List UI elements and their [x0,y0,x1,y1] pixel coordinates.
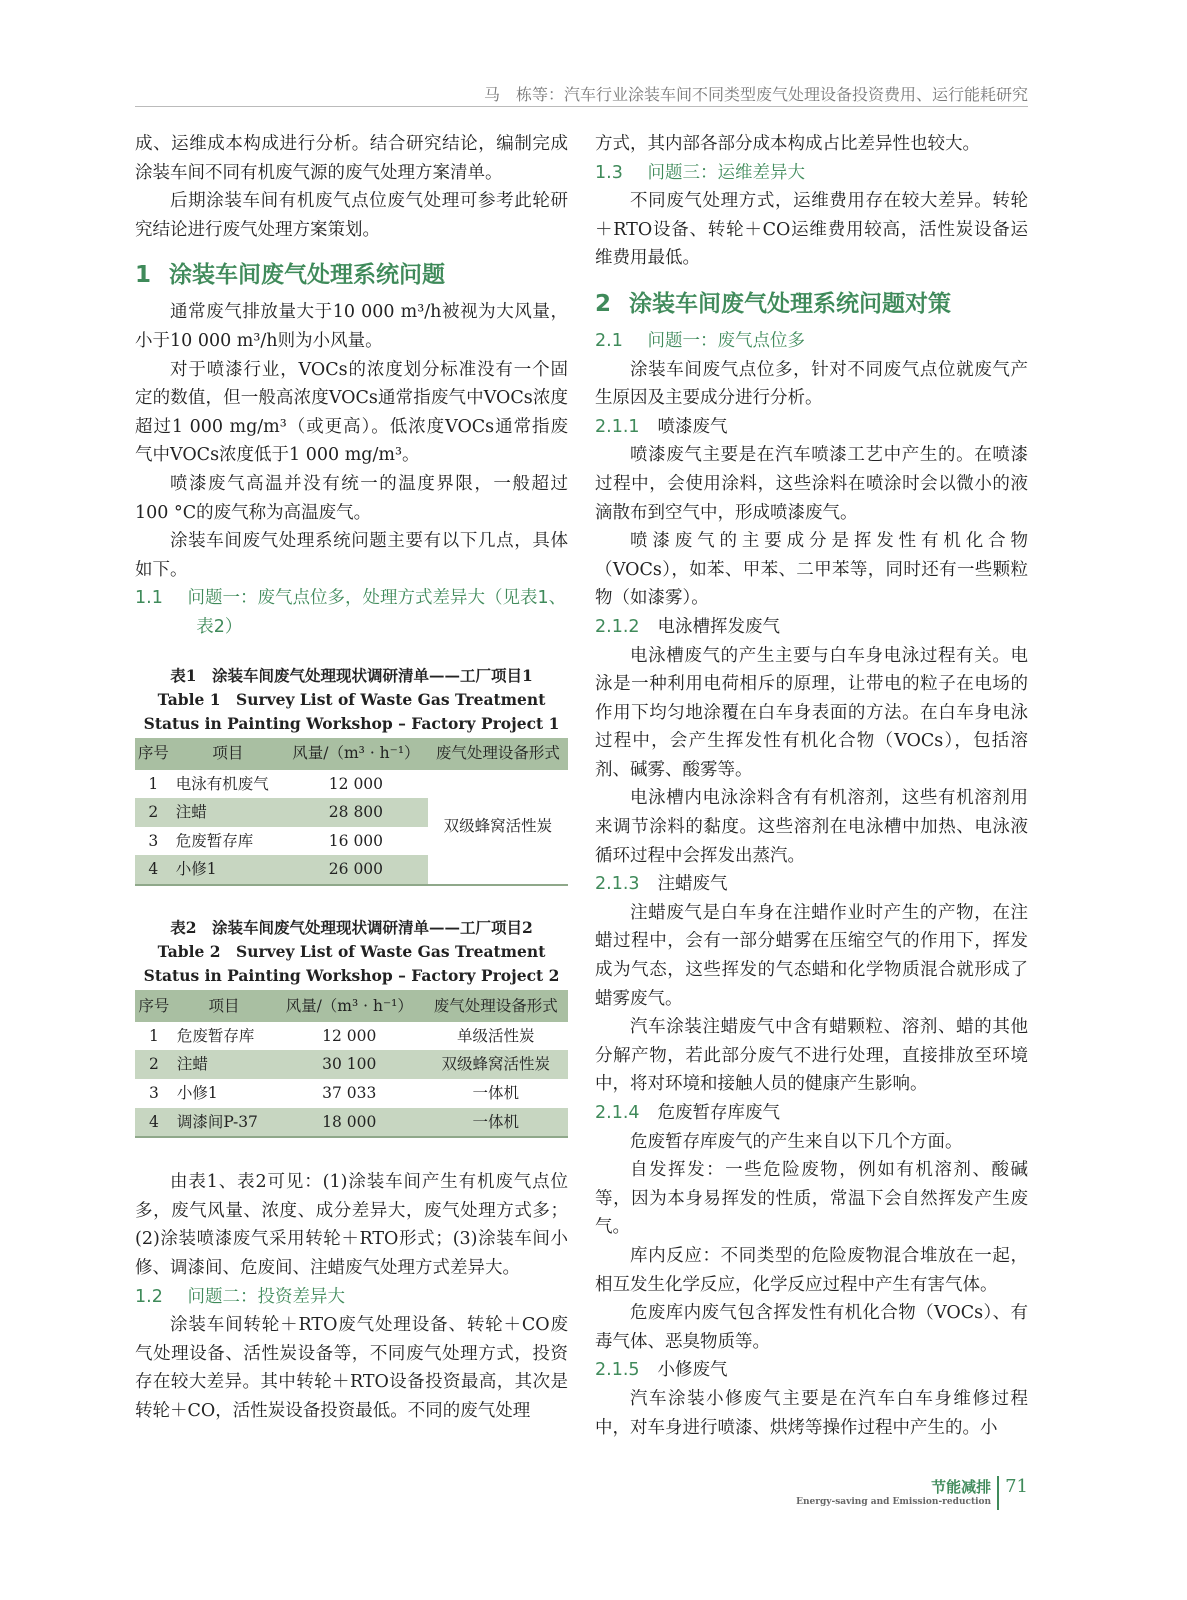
page-number: 71 [1005,1476,1028,1497]
header-rule [135,106,1028,107]
journal-name: 节能减排 [931,1478,992,1496]
paragraph: 汽车涂装注蜡废气中含有蜡颗粒、溶剂、蜡的其他分解产物，若此部分废气不进行处理，直接排放至环境中，将对环境和接触人员的健康产生影响。 [595,1017,1028,1095]
running-header: 马 栋等：汽车行业涂装车间不同类型废气处理设备投资费用、运行能耗研究 [483,85,1028,104]
paragraph: 对于喷漆行业，VOCs的浓度划分标准没有一个固定的数值，但一般高浓度VOCs通常指废气中VOCs浓度超过1 000 mg/m³（或更高）。低浓度VOCs通常指废气中VOCs浓度低于1 000 mg/m³。 [135,359,568,466]
paragraph: 由表1、表2可见：(1)涂装车间产生有机废气点位多，废气风量、浓度、成分差异大，废气处理方式多；(2)涂装喷漆废气采用转轮＋RTO形式；(3)涂装车间小修、调漆间、危废间、注蜡废气处理方式差异大。 [135,1172,568,1279]
paragraph: 喷漆废气的主要成分是挥发性有机化合物（VOCs），如苯、甲苯、二甲苯等，同时还有一些颗粒物（如漆雾）。 [595,531,1028,609]
paragraph: 方式，其内部各部分成本构成占比差异性也较大。 [595,134,980,154]
table1-caption: 表1 涂装车间废气处理现状调研清单——工厂项目1 Table 1 Survey List of Waste Gas Treatment Status in Painting Workshop – Factory Project 1 [143,665,560,733]
paragraph: 后期涂装车间有机废气点位废气处理可参考此轮研究结论进行废气处理方案策划。 [135,191,568,240]
right-column [595,130,1028,1442]
journal-name-en: Energy-saving and Emission-reduction [796,1497,992,1507]
table-row: 3 危废暂存库 16 000 [148,831,384,850]
section-heading: 1 涂装车间废气处理系统问题 [135,262,446,289]
table-row: 1 危废暂存库 12 000 单级活性炭 [149,1026,535,1045]
table-row: 4 调漆间P-37 18 000 一体机 [135,1108,568,1138]
subsection-heading: 1.2 问题二：投资差异大 [135,1286,345,1307]
subsection-heading: 1.1 问题一：废气点位多，处理方式差异大（见表1、表2） [135,588,567,637]
paragraph: 通常废气排放量大于10 000 m³/h被视为大风量，小于10 000 m³/h则为小风量。 [135,302,568,351]
paragraph: 注蜡废气是白车身在注蜡作业时产生的产物，在注蜡过程中，会有一部分蜡雾在压缩空气的作用下，挥发成为气态，这些挥发的气态蜡和化学物质混合就形成了蜡雾废气。 [595,902,1028,1009]
subsubsection-heading: 2.1.3 注蜡废气 [595,874,728,895]
paragraph: 涂装车间转轮＋RTO废气处理设备、转轮＋CO废气处理设备、活性炭设备等，不同废气处理方式，投资存在较大差异。其中转轮＋RTO设备投资最高，其次是转轮＋CO，活性炭设备投资最低。不同的废气处理 [135,1315,568,1421]
paragraph: 危废库内废气包含挥发性有机化合物（VOCs）、有毒气体、恶臭物质等。 [595,1303,1028,1352]
table-row: 4 小修1 26 000 [135,855,568,885]
section-heading: 2 涂装车间废气处理系统问题对策 [595,290,952,317]
paragraph: 喷漆废气高温并没有统一的温度界限，一般超过100 °C的废气称为高温废气。 [135,473,568,523]
table-row: 3 小修1 37 033 一体机 [149,1084,519,1103]
table-row: 2 注蜡 30 100 双级蜂窝活性炭 [135,1050,568,1079]
paragraph: 电泳槽内电泳涂料含有有机溶剂，这些有机溶剂用来调节涂料的黏度。这些溶剂在电泳槽中加热、电泳液循环过程中会挥发出蒸汽。 [595,788,1028,866]
subsection-heading: 1.3 问题三：运维差异大 [595,162,805,183]
paragraph: 不同废气处理方式，运维费用存在较大差异。转轮＋RTO设备、转轮＋CO运维费用较高，活性炭设备运维费用最低。 [595,191,1028,269]
left-column [135,130,568,1426]
subsubsection-heading: 2.1.4 危废暂存库废气 [595,1103,781,1123]
paragraph: 危废暂存库废气的产生来自以下几个方面。 [630,1131,963,1152]
paragraph: 喷漆废气主要是在汽车喷漆工艺中产生的。在喷漆过程中，会使用涂料，这些涂料在喷涂时会以微小的液滴散布到空气中，形成喷漆废气。 [595,445,1028,523]
paragraph: 库内反应：不同类型的危险废物混合堆放在一起，相互发生化学反应，化学反应过程中产生有害气体。 [595,1245,1028,1295]
subsubsection-heading: 2.1.1 喷漆废气 [595,416,728,437]
paragraph: 自发挥发：一些危险废物，例如有机溶剂、酸碱等，因为本身易挥发的性质，常温下会自然挥发产生废气。 [595,1160,1028,1238]
subsubsection-heading: 2.1.5 小修废气 [595,1360,728,1381]
paragraph: 电泳槽废气的产生主要与白车身电泳过程有关。电泳是一种利用电荷相斥的原理，让带电的粒子在电场的作用下均匀地涂覆在白车身表面的方法。在白车身电泳过程中，会产生挥发性有机化合物（VOCs），包括溶剂、碱雾、酸雾等。 [595,645,1028,780]
paragraph: 汽车涂装小修废气主要是在汽车白车身维修过程中，对车身进行喷漆、烘烤等操作过程中产生的。小 [595,1388,1028,1438]
table2: 序号 项目 风量/（m³ · h⁻¹） 废气处理设备形式 1 危废暂存库 12 000 单级活性炭 2 注蜡 30 100 双级蜂窝活性炭 3 小修1 37 033 一体机 4 调漆间P-37 18 000 一体机 [135,990,568,1138]
table-row: 2 注蜡 28 800 [135,798,568,827]
subsection-heading: 2.1 问题一：废气点位多 [595,330,805,351]
table1: 序号 项目 风量/（m³ · h⁻¹） 废气处理设备形式 1 电泳有机废气 12 000 双级蜂窝活性炭 2 注蜡 28 800 3 危废暂存库 16 000 4 小修1 26 000 [135,738,568,886]
page-footer [796,1476,1028,1510]
paragraph: 涂装车间废气点位多，针对不同废气点位就废气产生原因及主要成分进行分析。 [595,359,1028,409]
table2-caption: 表2 涂装车间废气处理现状调研清单——工厂项目2 Table 2 Survey List of Waste Gas Treatment Status in Painting Workshop – Factory Project 2 [143,917,560,985]
table-row: 1 电泳有机废气 12 000 双级蜂窝活性炭 [148,774,553,836]
paragraph: 涂装车间废气处理系统问题主要有以下几点，具体如下。 [135,531,568,580]
paragraph: 成、运维成本构成进行分析。结合研究结论，编制完成涂装车间不同有机废气源的废气处理方案清单。 [135,134,568,183]
footer-divider [997,1476,999,1510]
subsubsection-heading: 2.1.2 电泳槽挥发废气 [595,616,781,637]
